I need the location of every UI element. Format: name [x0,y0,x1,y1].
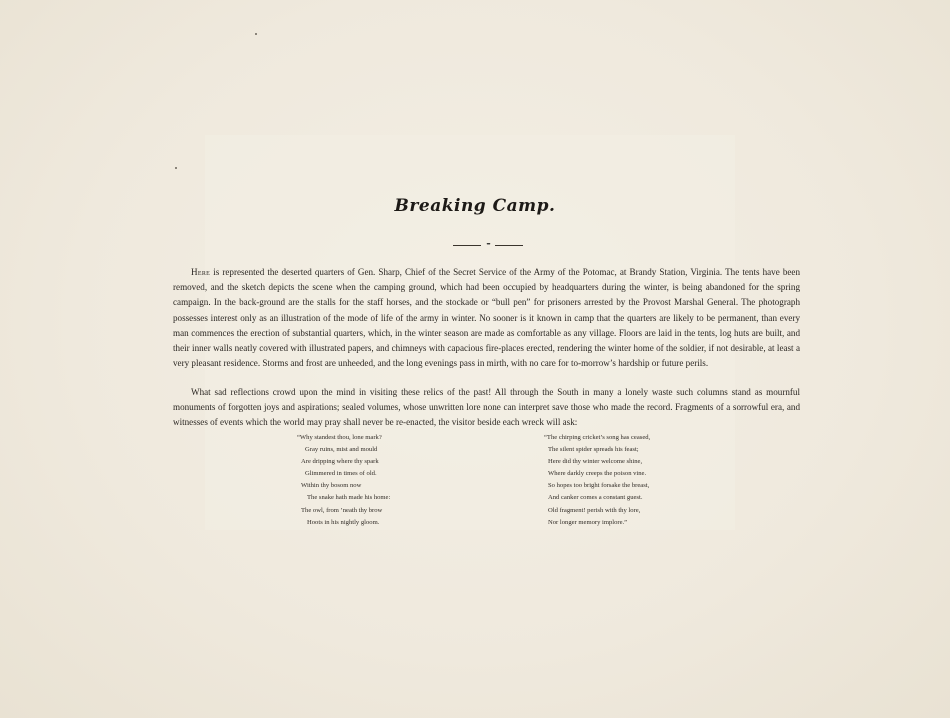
paper-speck [255,33,257,35]
poem-line: Glimmered in times of old. [305,470,377,478]
ornament-rule-right [495,245,523,246]
poem-line: The owl, from ’neath thy brow [301,506,383,514]
ornament-dots: ••• [486,242,490,248]
paragraph-1-text: is represented the deserted quarters of Gen. Sharp, Chief of the Secret Service of the Army of the Potomac, at Brandy Station, Virginia. The tents have been removed, and the sketch depicts the scene when the camping ground, which had been occupied by headquarters during the winter, is being abandoned for the spring campaign. In the back-ground are the stalls for the staff horses, and the stockade or “bull pen” for prisoners arrested by the Provost Marshal General. The photograph possesses interest only as an illustration of the mode of life of the army in winter. No sooner is it known in camp that the quarters are likely to be permanent, than every man commences the erection of substantial quarters, which, in the winter season are made as comfortable as any village. Floors are laid in the tents, log huts are built, and their inner walls neatly covered with illustrated papers, and chimneys with capacious fire-places erected, rendering the winter home of the soldier, if not desirable, at least a very pleasant residence. Storms and frost are unheeded, and the long evenings pass in mirth, with no care for to-morrow’s hardship or future perils. [173,267,800,369]
poem-line: “Why standest thou, lone mark? [297,434,382,441]
paragraph-2-text: What sad reflections crowd upon the mind in visiting these relics of the past! All through the South in many a lonely waste such columns stand as mournful monuments of forgotten joys and aspirations; sealed volumes, whose unwritten lore none can interpret save those who made the record. Fragments of a sorrowful era, and witnesses of events which the world may pray shall never be re-enacted, the visitor beside each wreck will ask: [173,387,800,428]
poem-line: Old fragment! perish with thy lore, [548,506,641,514]
paragraph-1 [173,265,800,371]
page-title: Breaking Camp. [394,196,556,216]
poem-line: Gray ruins, mist and mould [305,446,378,454]
poem-line: Are dripping where thy spark [301,458,379,466]
paragraph-lead-word: Here [191,267,211,277]
poem-line: Here did thy winter welcome shine, [548,458,643,466]
poem-line: Nor longer memory implore.” [548,518,628,526]
title-ornament [453,244,523,248]
paragraph-2 [173,385,800,431]
poem-line: And canker comes a constant guest. [548,494,643,502]
poem-line: Hoots in his nightly gloom. [307,518,380,526]
poem-right [544,432,650,529]
poem-line: Where darkly creeps the poison vine. [548,470,647,478]
poem-left [297,432,390,529]
poem-line: “The chirping cricket’s song has ceased, [544,434,651,441]
poem-line: So hopes too bright forsake the breast, [548,482,650,490]
poem-line: Within thy bosom now [301,482,362,490]
ornament-rule-left [453,245,481,246]
poem-line: The snake hath made his home: [307,494,391,502]
poem-line: The silent spider spreads his feast; [548,446,639,454]
paper-speck [175,167,177,169]
